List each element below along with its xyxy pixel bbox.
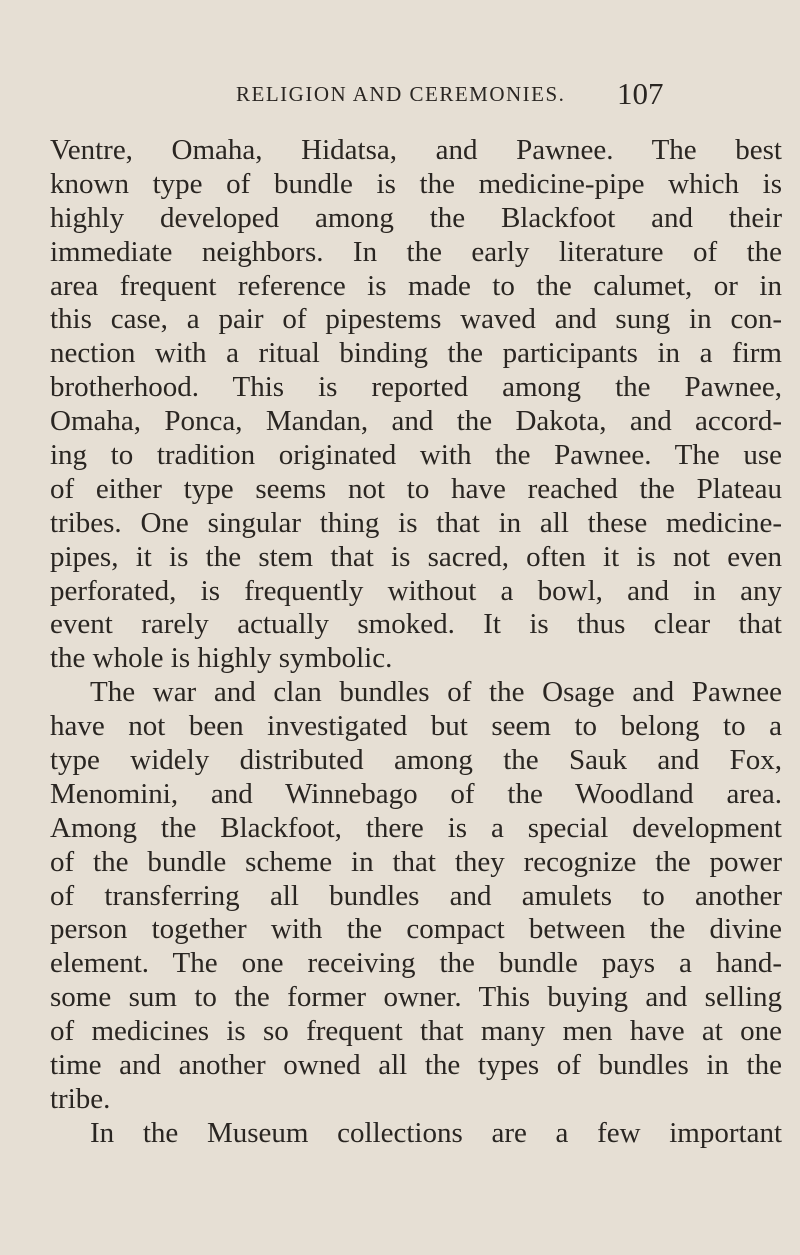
text-line: In the Museum collections are a few important [90, 1116, 782, 1149]
text-line: Menomini, and Winnebago of the Woodland area. [50, 777, 782, 810]
text-line: of medicines is so frequent that many men have at one [50, 1015, 782, 1048]
text-line: highly developed among the Blackfoot and their [50, 201, 782, 234]
text-line: immediate neighbors. In the early literature of the [50, 235, 782, 268]
text-line: perforated, is frequently without a bowl, and in any [50, 574, 782, 607]
text-line: element. The one receiving the bundle pays a hand- [50, 947, 782, 980]
text-line: Omaha, Ponca, Mandan, and the Dakota, and accord- [50, 405, 782, 438]
text-line: pipes, it is the stem that is sacred, often it is not even [50, 540, 782, 573]
text-line: some sum to the former owner. This buying and selling [50, 981, 782, 1014]
running-head: RELIGION AND CEREMONIES. [236, 82, 566, 106]
text-line: of transferring all bundles and amulets to another [50, 879, 782, 912]
text-line: type widely distributed among the Sauk and Fox, [50, 744, 782, 777]
text-line: ing to tradition originated with the Pawnee. The use [50, 439, 782, 472]
text-line: this case, a pair of pipestems waved and sung in con- [50, 303, 782, 336]
text-line: Among the Blackfoot, there is a special development [50, 811, 782, 844]
text-line: person together with the compact between the divine [50, 913, 782, 946]
text-line: The war and clan bundles of the Osage and Pawnee [90, 676, 782, 709]
page-number: 107 [617, 76, 664, 111]
text-line: the whole is highly symbolic. [50, 642, 393, 675]
text-line: time and another owned all the types of bundles in the [50, 1049, 782, 1082]
text-line: known type of bundle is the medicine-pipe which is [50, 167, 782, 200]
text-line: tribe. [50, 1082, 111, 1115]
text-line: brotherhood. This is reported among the Pawnee, [50, 371, 782, 404]
text-line: of the bundle scheme in that they recognize the power [50, 845, 782, 878]
text-line: tribes. One singular thing is that in all these medicine- [50, 506, 782, 539]
text-line: event rarely actually smoked. It is thus clear that [50, 608, 782, 641]
text-line: have not been investigated but seem to belong to a [50, 710, 782, 743]
text-line: Ventre, Omaha, Hidatsa, and Pawnee. The best [50, 134, 782, 166]
text-line: area frequent reference is made to the calumet, or in [50, 269, 782, 302]
body-text [50, 134, 782, 1151]
text-line: of either type seems not to have reached the Plateau [50, 472, 782, 505]
text-line: nection with a ritual binding the participants in a firm [50, 337, 782, 370]
